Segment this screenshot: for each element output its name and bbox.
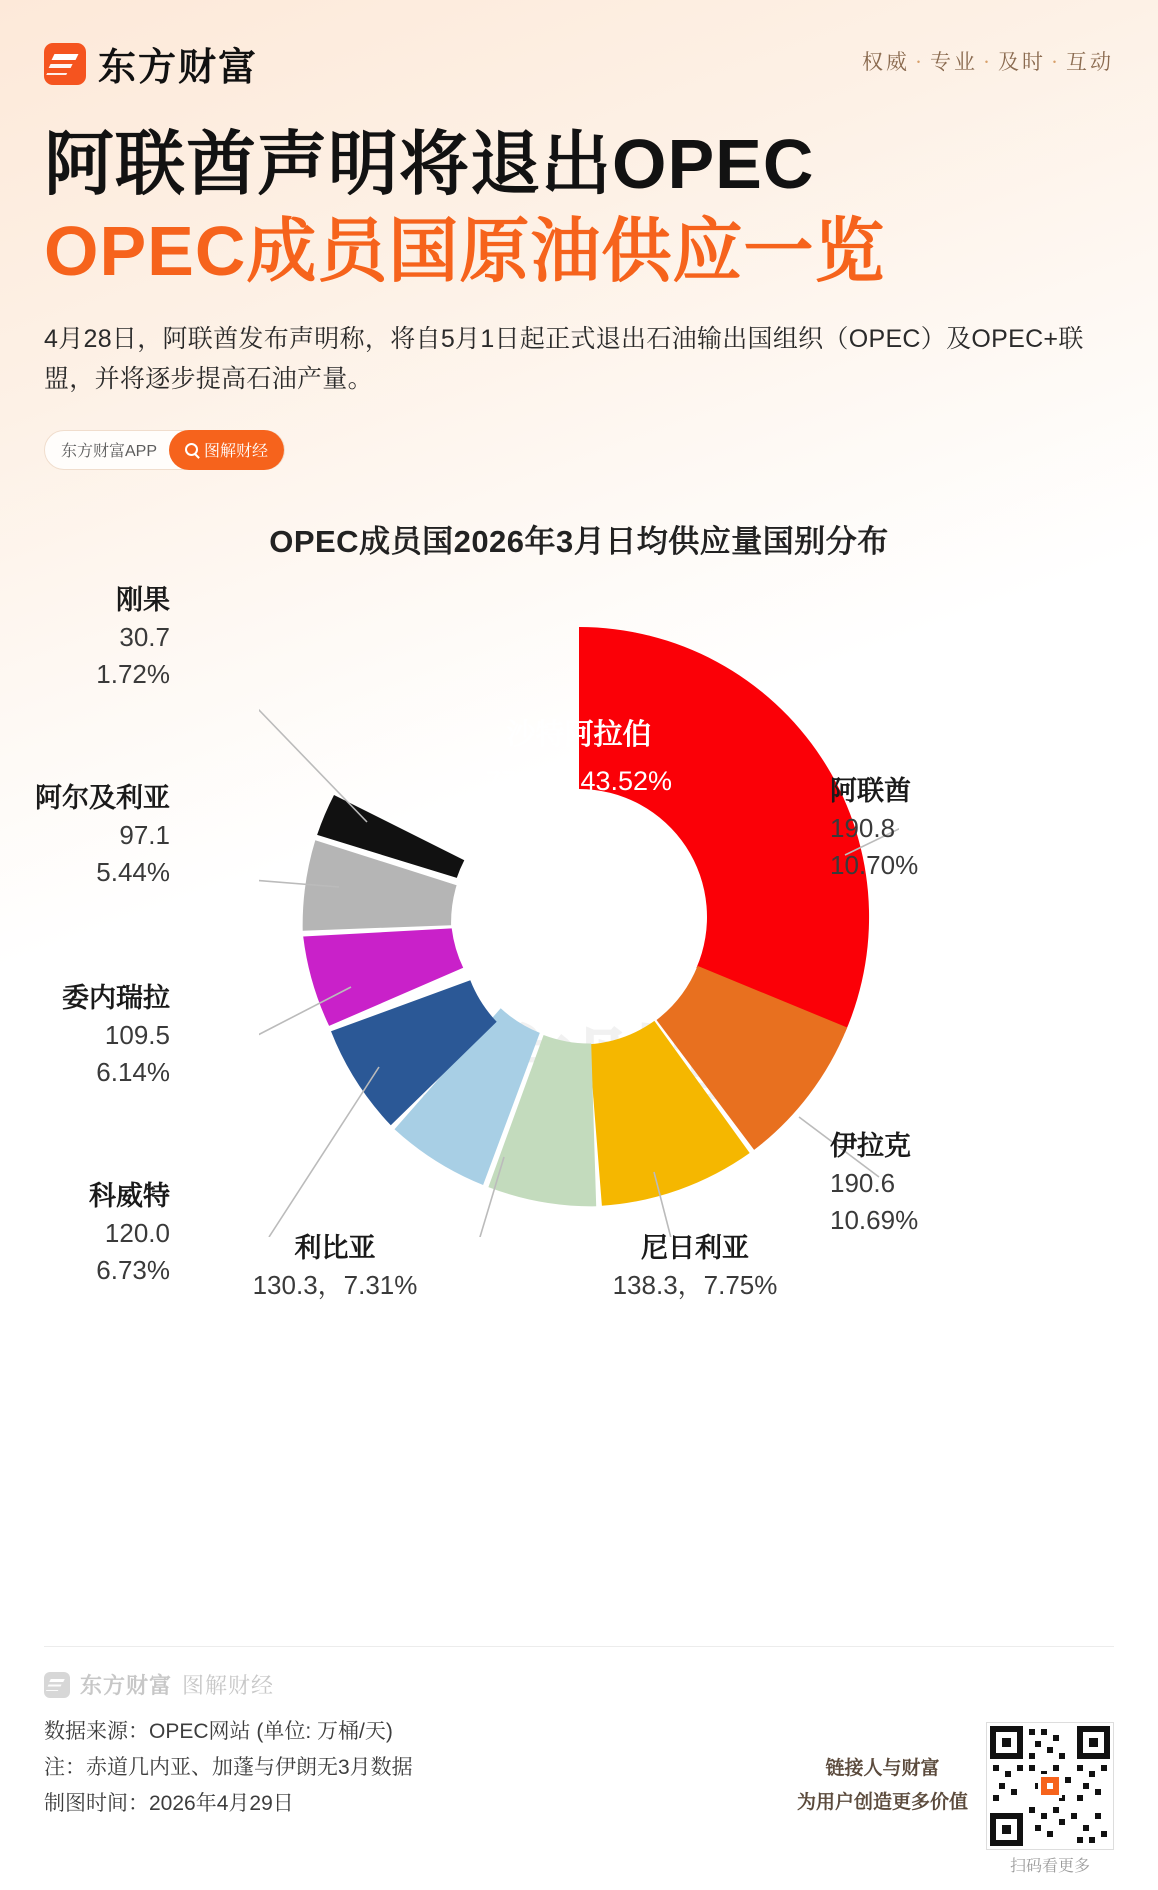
title-block [0,120,1158,470]
slice-name-saudi: 沙特阿拉伯 [506,718,652,751]
slice-name-nigeria: 尼日利亚 [641,1232,749,1263]
chart-title: OPEC成员国2026年3月日均供应量国别分布 [269,523,889,559]
slice-label-iraq [830,1127,1100,1239]
slice-value-iraq: 190.6 [830,1167,896,1198]
footer-brand [44,1669,1114,1700]
footer-brand-tag: 图解财经 [182,1673,275,1698]
slice-value-nigeria: 138.3，7.75% [612,1269,778,1300]
slice-percent-algeria: 5.44% [96,856,170,887]
note-date: 制图时间：2026年4月29日 [44,1792,294,1816]
qr-text [797,1752,968,1820]
search-icon [185,443,198,456]
slice-value-algeria: 97.1 [119,819,170,850]
slice-percent-venezuela: 6.14% [96,1056,170,1087]
slice-name-libya: 利比亚 [294,1232,376,1263]
slice-percent-congo: 1.72% [96,658,170,689]
slice-percent-iraq: 10.69% [830,1204,919,1235]
tagbar [44,430,1114,470]
slice-label-congo [20,581,170,693]
slice-label-algeria [10,779,170,891]
app-label: 东方财富APP [61,443,158,460]
page-footer [0,1620,1158,1890]
page-header [0,0,1158,120]
slice-label-venezuela [10,979,170,1091]
slogan-part-4: 互动 [1066,50,1114,74]
page-title: 阿联酋声明将退出OPEC [44,125,815,203]
footer-divider [44,1646,1114,1647]
slice-name-iraq: 伊拉克 [830,1130,911,1161]
chart-area [0,567,1158,1467]
app-pill[interactable] [44,430,285,470]
slice-label-kuwait [10,1177,170,1289]
qr-block [797,1722,1114,1850]
leader-congo [259,681,367,822]
slice-value-saudi: 776.3，43.52% [485,765,673,796]
slogan-part-3: 及时 [998,50,1046,74]
description-text: 4月28日，阿联酋发布声明称，将自5月1日起正式退出石油输出国组织（OPEC）及OPEC+联盟，并将逐步提高石油产量。 [44,324,1084,393]
slice-value-kuwait: 120.0 [104,1217,170,1248]
slogan-dot: · [1051,50,1061,74]
slice-name-algeria: 阿尔及利亚 [35,782,170,813]
slice-1[interactable] [579,627,869,1033]
slice-label-uae [830,772,1100,884]
topic-chip-label: 图解财经 [204,443,269,460]
qr-caption: 扫码看更多 [1009,1858,1090,1875]
slice-percent-kuwait: 6.73% [96,1254,170,1285]
slice-name-uae: 阿联酋 [830,775,911,806]
qr-line-2: 为用户创造更多价值 [796,1792,968,1813]
donut-chart [259,597,899,1237]
note-remark: 注：赤道几内亚、加蓬与伊朗无3月数据 [44,1756,413,1780]
slice-name-kuwait: 科威特 [89,1180,170,1211]
slice-value-libya: 130.3，7.31% [252,1269,418,1300]
slogan [862,36,1114,76]
leader-kuwait [269,1067,379,1237]
slice-label-libya [215,1229,455,1304]
slice-name-venezuela: 委内瑞拉 [62,982,170,1013]
slice-label-nigeria [570,1229,820,1304]
slice-value-congo: 30.7 [119,621,170,652]
note-source: 数据来源：OPEC网站 (单位: 万桶/天) [44,1720,393,1743]
qr-code[interactable] [986,1722,1114,1850]
slice-percent-uae: 10.70% [830,849,919,880]
qr-line-1: 链接人与财富 [825,1757,940,1779]
slice-value-uae: 190.8 [830,812,896,843]
flame-logo-icon [44,43,86,85]
slogan-part-2: 专业 [930,50,978,74]
flame-logo-icon-small [44,1672,70,1698]
slogan-part-1: 权威 [862,50,910,74]
footer-brand-name: 东方财富 [80,1673,173,1698]
page-subtitle: OPEC成员国原油供应一览 [44,211,886,290]
slogan-dot: · [915,50,925,74]
slogan-dot: · [983,50,993,74]
qr-code-image [987,1723,1113,1849]
slice-label-saudi [486,712,672,798]
topic-chip[interactable] [169,430,284,470]
slice-value-venezuela: 109.5 [104,1019,170,1050]
brand [44,36,258,91]
brand-name: 东方财富 [98,47,259,89]
slice-name-congo: 刚果 [116,584,170,615]
